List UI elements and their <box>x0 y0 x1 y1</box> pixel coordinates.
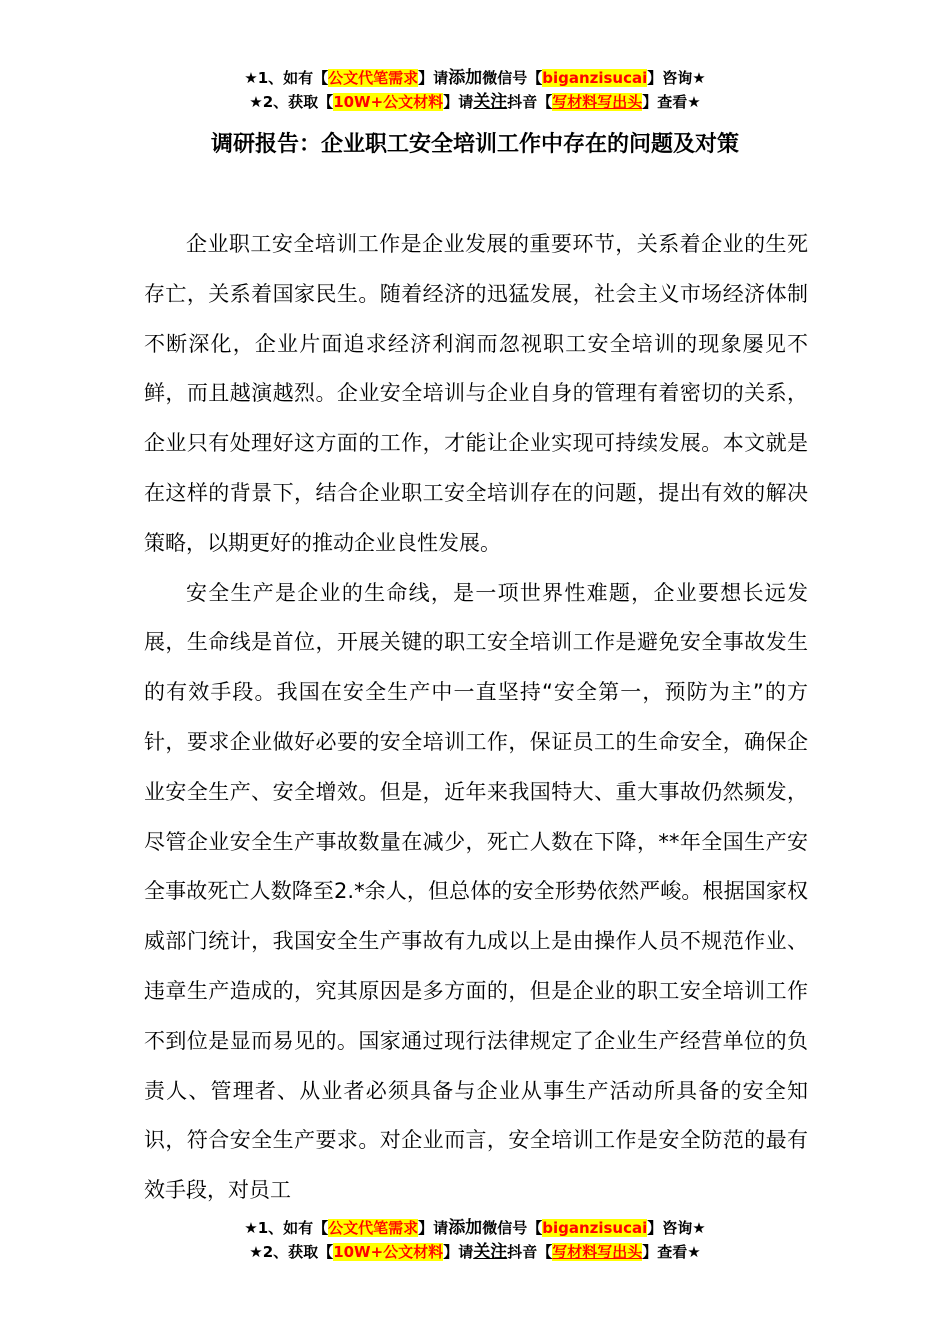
promo-text: 】查看★ <box>642 1243 701 1261</box>
promo-highlight: 10W+公文材料 <box>333 1243 444 1261</box>
promo-text: ★2、获取【 <box>249 1243 334 1261</box>
promo-douyin-id: 写材料写出头 <box>552 1243 643 1261</box>
promo-line-2 <box>0 90 950 114</box>
promo-highlight: 10W+公文材料 <box>333 93 444 111</box>
top-promo-banner <box>0 66 950 114</box>
promo-wechat-id: biganzisucai <box>542 69 648 87</box>
promo-line-1 <box>0 1216 950 1240</box>
promo-emphasis: 添加 <box>448 1218 483 1238</box>
document-body <box>144 220 808 1216</box>
paragraph: 企业职工安全培训工作是企业发展的重要环节，关系着企业的生死存亡，关系着国家民生。随着经济的迅猛发展，社会主义市场经济体制不断深化，企业片面追求经济利润而忽视职工安全培训的现象屡见不鲜，而且越演越烈。企业安全培训与企业自身的管理有着密切的关系，企业只有处理好这方面的工作，才能让企业实现可持续发展。本文就是在这样的背景下，结合企业职工安全培训存在的问题，提出有效的解决策略，以期更好的推动企业良性发展。 <box>144 232 808 555</box>
document-title: 调研报告：企业职工安全培训工作中存在的问题及对策 <box>210 132 739 157</box>
promo-text: 】请 <box>418 69 449 87</box>
promo-text: 】咨询★ <box>647 1219 706 1237</box>
promo-text: 抖音【 <box>507 1243 553 1261</box>
promo-text: ★1、如有【 <box>244 69 329 87</box>
promo-text: 微信号【 <box>482 69 543 87</box>
paragraph: 安全生产是企业的生命线，是一项世界性难题，企业要想长远发展，生命线是首位，开展关键的职工安全培训工作是避免安全事故发生的有效手段。我国在安全生产中一直坚持“安全第一，预防为主”的方针，要求企业做好必要的安全培训工作，保证员工的生命安全，确保企业安全生产、安全增效。但是，近年来我国特大、重大事故仍然频发，尽管企业安全生产事故数量在减少，死亡人数在下降，**年全国生产安全事故死亡人数降至2.*余人，但总体的安全形势依然严峻。根据国家权威部门统计，我国安全生产事故有九成以上是由操作人员不规范作业、违章生产造成的，究其原因是多方面的，但是企业的职工安全培训工作不到位是显而易见的。国家通过现行法律规定了企业生产经营单位的负责人、管理者、从业者必须具备与企业从事生产活动所具备的安全知识，符合安全生产要求。对企业而言，安全培训工作是安全防范的最有效手段，对员工 <box>144 580 808 1203</box>
promo-line-1 <box>0 66 950 90</box>
promo-text: 】请 <box>443 1243 474 1261</box>
promo-douyin-id: 写材料写出头 <box>552 93 643 111</box>
promo-text: 抖音【 <box>507 93 553 111</box>
promo-text: ★2、获取【 <box>249 93 334 111</box>
bottom-promo-banner <box>0 1216 950 1264</box>
promo-emphasis: 关注 <box>473 1242 508 1262</box>
promo-highlight: 公文代笔需求 <box>328 1219 419 1237</box>
promo-text: 】查看★ <box>642 93 701 111</box>
promo-wechat-id: biganzisucai <box>542 1219 648 1237</box>
promo-highlight: 公文代笔需求 <box>328 69 419 87</box>
promo-emphasis: 添加 <box>448 68 483 88</box>
promo-text: 】请 <box>443 93 474 111</box>
promo-text: 微信号【 <box>482 1219 543 1237</box>
promo-text: 】咨询★ <box>647 69 706 87</box>
promo-emphasis: 关注 <box>473 92 508 112</box>
promo-line-2 <box>0 1240 950 1264</box>
promo-text: 】请 <box>418 1219 449 1237</box>
promo-text: ★1、如有【 <box>244 1219 329 1237</box>
